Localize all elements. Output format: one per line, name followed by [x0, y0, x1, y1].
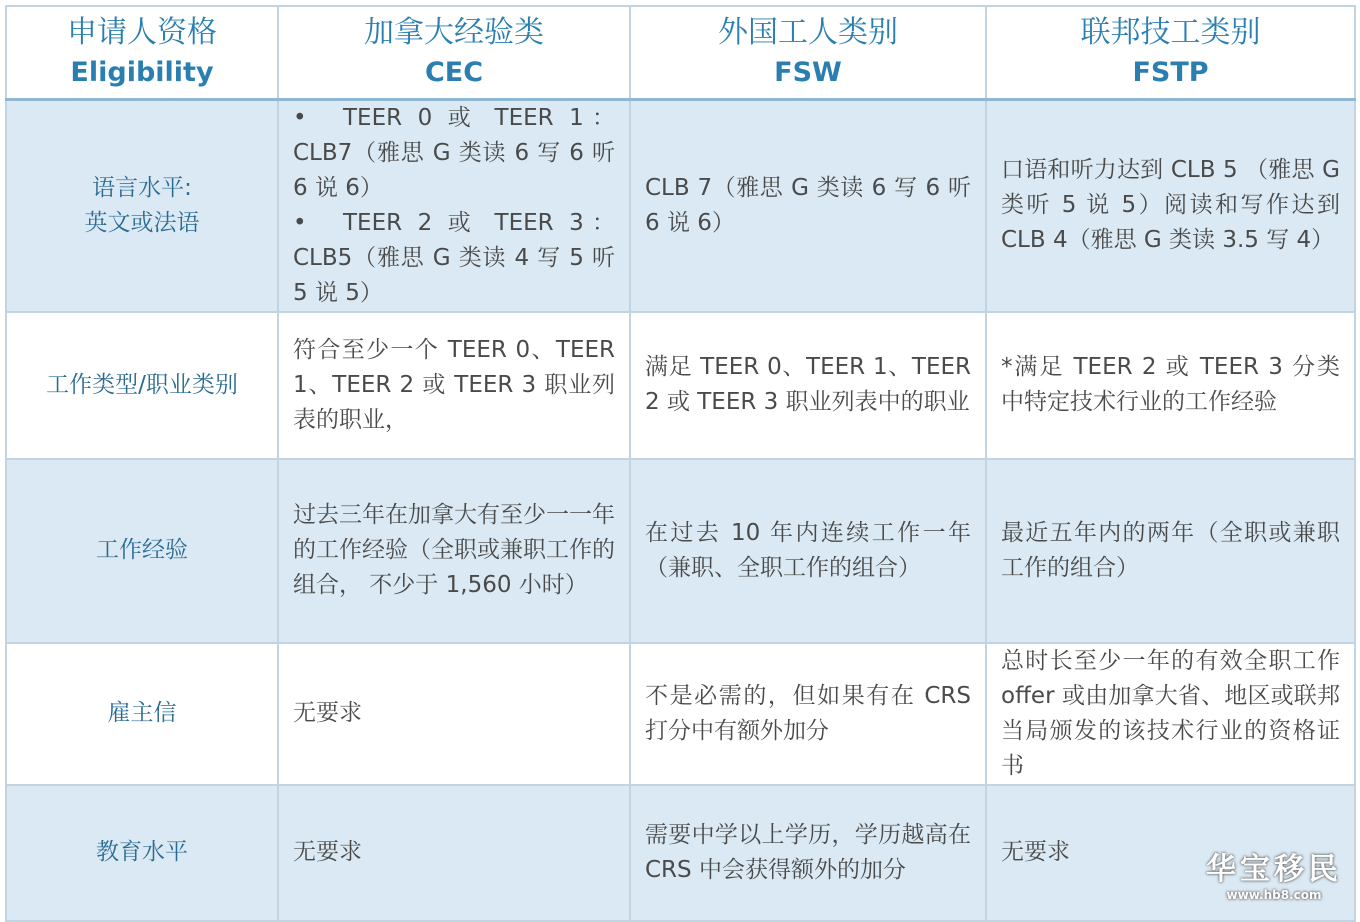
bullet-icon: •: [293, 104, 307, 131]
watermark-text: 华宝移民: [1206, 852, 1342, 887]
header-eligibility-en: Eligibility: [70, 57, 214, 89]
row-education: [6, 785, 1355, 921]
cell-language-fstp: 口语和听力达到 CLB 5 （雅思 G 类听 5 说 5）阅读和写作达到 CLB 4（雅思 G 类读 3.5 写 4）: [986, 99, 1355, 312]
header-fstp: [986, 6, 1355, 99]
header-fsw: [630, 6, 986, 99]
cell-experience-fstp: 最近五年内的两年（全职或兼职工作的组合）: [986, 459, 1355, 643]
cell-language-fsw: CLB 7（雅思 G 类读 6 写 6 听 6 说 6）: [630, 99, 986, 312]
row-job-offer: [6, 643, 1355, 785]
cell-education-fstp: 无要求: [986, 785, 1355, 921]
header-cec-en: CEC: [424, 57, 484, 89]
row-experience-label: 工作经验: [6, 459, 278, 643]
row-job-offer-label: 雇主信: [6, 643, 278, 785]
cec-language-text-2: TEER 2 或 TEER 3：CLB5（雅思 G 类读 4 写 5 听 5 说 5）: [293, 209, 615, 306]
language-label-line1: 语言水平:: [92, 174, 192, 201]
cell-occupation-fstp: *满足 TEER 2 或 TEER 3 分类中特定技术行业的工作经验: [986, 312, 1355, 459]
header-row: [6, 6, 1355, 99]
bullet-icon: •: [293, 209, 307, 236]
cell-education-fsw: 需要中学以上学历，学历越高在 CRS 中会获得额外的加分: [630, 785, 986, 921]
row-education-label: 教育水平: [6, 785, 278, 921]
cell-language-cec: [278, 99, 630, 312]
header-fstp-zh: 联邦技工类别: [1080, 15, 1261, 51]
cell-job-offer-fsw: 不是必需的，但如果有在 CRS 打分中有额外加分: [630, 643, 986, 785]
header-eligibility-zh: 申请人资格: [67, 15, 217, 51]
eligibility-comparison-table: [5, 5, 1356, 922]
language-label-line2: 英文或法语: [84, 209, 200, 236]
cell-experience-cec: 过去三年在加拿大有至少一一年的工作经验（全职或兼职工作的组合， 不少于 1,560 小时）: [278, 459, 630, 643]
row-occupation-label: 工作类型/职业类别: [6, 312, 278, 459]
cell-education-cec: 无要求: [278, 785, 630, 921]
cec-language-item-1: [293, 101, 615, 206]
cell-experience-fsw: 在过去 10 年内连续工作一年（兼职、全职工作的组合）: [630, 459, 986, 643]
header-cec: [278, 6, 630, 99]
header-fsw-zh: 外国工人类别: [718, 15, 898, 51]
cell-occupation-fsw: 满足 TEER 0、TEER 1、TEER 2 或 TEER 3 职业列表中的职业: [630, 312, 986, 459]
row-language: [6, 99, 1355, 312]
cec-language-text-1: TEER 0 或 TEER 1：CLB7（雅思 G 类读 6 写 6 听 6 说 6）: [293, 104, 615, 201]
header-fsw-en: FSW: [774, 57, 842, 89]
header-cec-zh: 加拿大经验类: [364, 15, 544, 51]
cec-language-item-2: [293, 206, 615, 311]
cell-occupation-cec: 符合至少一个 TEER 0、TEER 1、TEER 2 或 TEER 3 职业列表的职业，: [278, 312, 630, 459]
watermark-logo: [1206, 852, 1342, 902]
cell-job-offer-cec: 无要求: [278, 643, 630, 785]
cell-job-offer-fstp: 总时长至少一年的有效全职工作 offer 或由加拿大省、地区或联邦当局颁发的该技术行业的资格证书: [986, 643, 1355, 785]
header-fstp-en: FSTP: [1132, 57, 1209, 89]
watermark-url: www.hb8.com: [1226, 888, 1322, 902]
row-experience: [6, 459, 1355, 643]
row-language-label: [6, 99, 278, 312]
row-occupation: [6, 312, 1355, 459]
header-eligibility: [6, 6, 278, 99]
